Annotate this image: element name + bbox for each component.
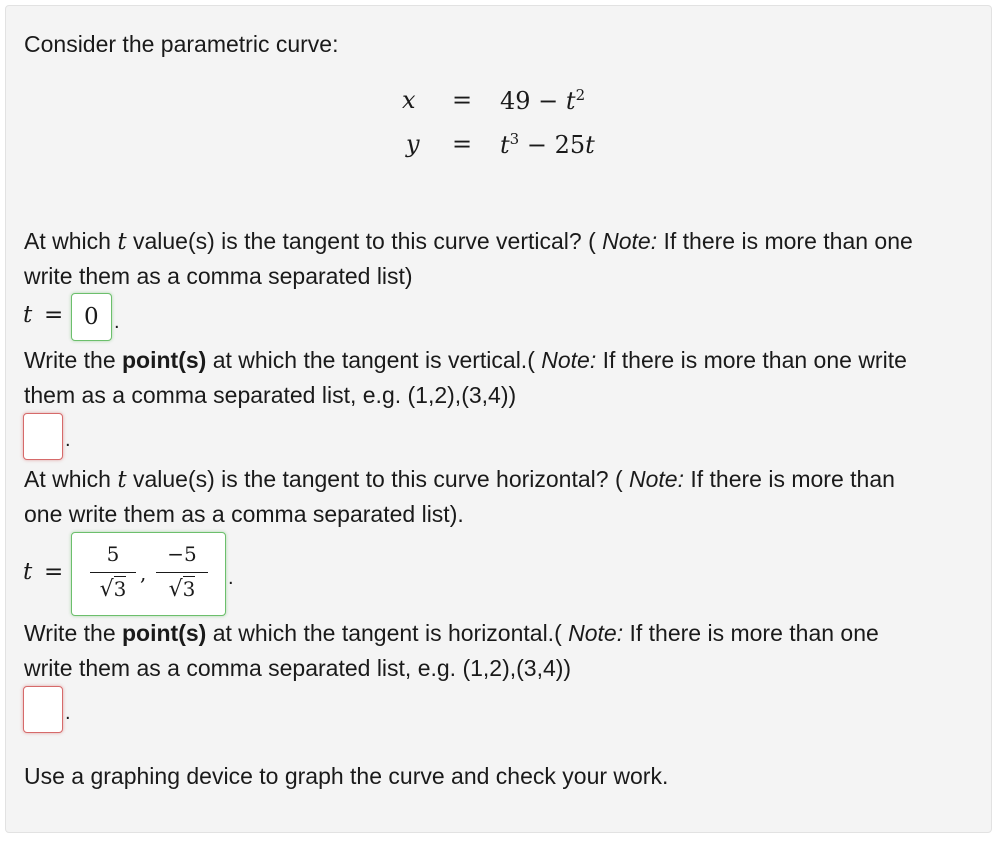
- q1-prompt-line2: write them as a comma separated list): [24, 263, 413, 289]
- q1-answer-value: 0: [84, 304, 99, 330]
- q1-answer-equals: =: [44, 302, 64, 328]
- eq-x-expression: $49 - t^2$: [500, 86, 586, 115]
- eq-y-expression: $t^3 - 25t$: [500, 130, 595, 159]
- q1-prompt: At which t value(s) is the tangent to this curve vertical? ( Note: If there is more than one: [24, 228, 913, 255]
- q3-frac2-denominator: √3: [168, 577, 196, 602]
- q4-prompt-line2: write them as a comma separated list, e.g. (1,2),(3,4)): [24, 655, 572, 681]
- eq-y-equals: =: [452, 130, 473, 158]
- problem-panel: [5, 5, 992, 833]
- q4-answer-input[interactable]: [23, 686, 63, 733]
- q1-period: .: [114, 311, 120, 333]
- q2-answer-input[interactable]: [23, 413, 63, 460]
- q3-frac1-numerator: 5: [106, 542, 120, 566]
- q3-frac1-bar: [90, 572, 136, 573]
- q1-answer-var: t: [23, 302, 33, 328]
- q4-period: .: [65, 702, 71, 724]
- q2-prompt: Write the point(s) at which the tangent is vertical.( Note: If there is more than one write: [24, 347, 907, 373]
- q2-period: .: [65, 429, 71, 451]
- eq-x-var: x: [402, 86, 416, 114]
- q3-answer-equals: =: [44, 559, 64, 585]
- q3-frac1-denominator: √3: [99, 577, 127, 602]
- q3-prompt: At which t value(s) is the tangent to this curve horizontal? ( Note: If there is more than: [24, 466, 895, 493]
- problem-intro: Consider the parametric curve:: [24, 31, 339, 57]
- q1-answer-input[interactable]: [71, 293, 112, 341]
- q3-answer-input[interactable]: [71, 532, 226, 616]
- q3-comma: ,: [140, 561, 147, 585]
- q3-frac2-bar: [156, 572, 208, 573]
- eq-x-equals: =: [452, 86, 473, 114]
- q3-prompt-line2: one write them as a comma separated list).: [24, 501, 464, 527]
- q2-prompt-line2: them as a comma separated list, e.g. (1,2),(3,4)): [24, 382, 517, 408]
- q3-frac2-numerator: −5: [167, 542, 197, 566]
- eq-y-var: y: [406, 130, 420, 158]
- q3-period: .: [228, 567, 234, 589]
- q3-answer-var: t: [23, 559, 33, 585]
- q4-prompt: Write the point(s) at which the tangent is horizontal.( Note: If there is more than one: [24, 620, 879, 646]
- footer-instruction: Use a graphing device to graph the curve and check your work.: [24, 763, 669, 789]
